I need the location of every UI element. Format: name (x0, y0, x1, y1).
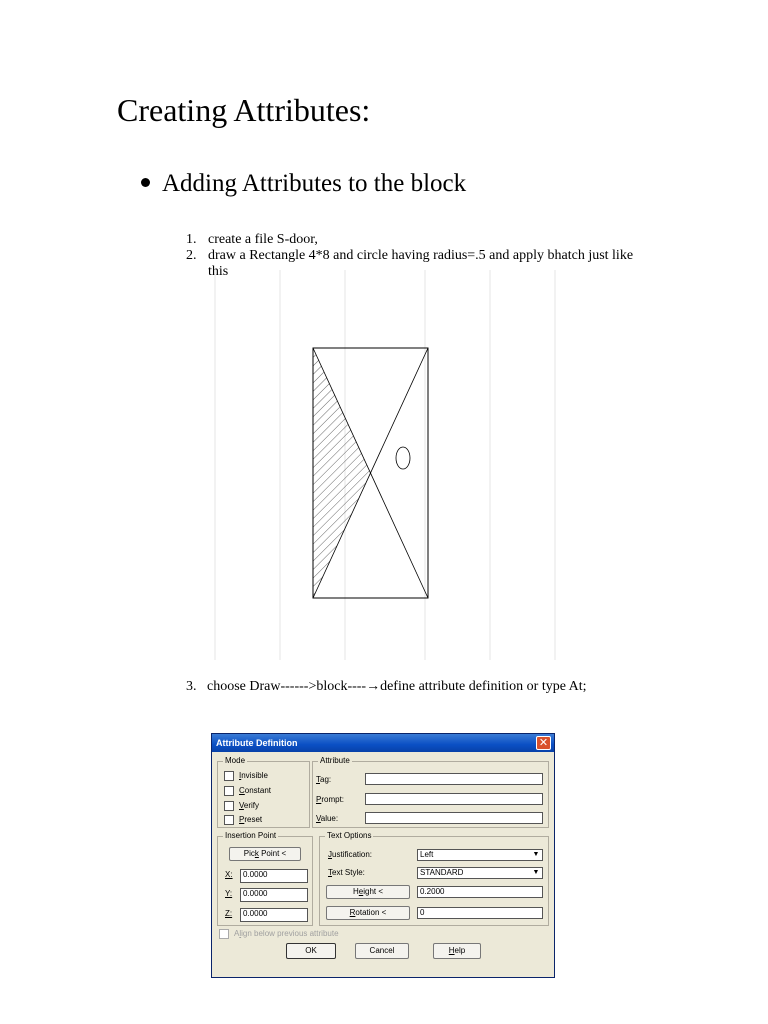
access-key: T (316, 775, 320, 784)
label-text: ustification: (332, 850, 373, 859)
access-key: C (239, 786, 245, 795)
access-key: l (239, 929, 242, 938)
height-input[interactable]: 0.2000 (417, 886, 543, 898)
list-number: 3. (186, 679, 197, 694)
list-text: draw a Rectangle 4*8 and circle having radius=.5 and apply bhatch just like this (208, 248, 634, 279)
dialog-title-bar[interactable] (212, 734, 554, 752)
rotation-button[interactable] (326, 906, 410, 920)
value-label (316, 813, 338, 825)
checkbox[interactable] (224, 801, 234, 811)
z-label: Z: (225, 909, 233, 918)
justification-select[interactable] (417, 849, 543, 861)
access-key: T (328, 868, 332, 877)
pick-point-button[interactable] (229, 847, 301, 861)
list-item (186, 232, 646, 248)
help-button[interactable] (433, 943, 481, 959)
ok-button[interactable]: OK (286, 943, 336, 959)
list-text: choose Draw------>block----→define attribute definition or type At; (207, 679, 587, 694)
chevron-down-icon[interactable]: ▼ (532, 869, 540, 876)
grid-lines (215, 270, 555, 660)
attribute-definition-dialog (211, 733, 555, 978)
x-label: X: (225, 870, 233, 879)
access-key: P (239, 815, 245, 824)
list-item (186, 679, 587, 695)
section-heading (141, 170, 466, 198)
access-key: R (349, 908, 356, 917)
attribute-group (312, 756, 549, 828)
select-value: Left (420, 850, 434, 859)
justification-label (328, 849, 372, 861)
close-icon: ✕ (538, 737, 549, 749)
access-key: H (448, 946, 455, 955)
checkbox-label: nvisible (241, 771, 268, 780)
value-input[interactable] (365, 812, 543, 824)
prompt-label (316, 794, 344, 806)
mode-group-label: Mode (225, 756, 246, 765)
access-key: e (358, 887, 364, 896)
mode-group (217, 756, 310, 828)
checkbox-label: ign below previous attribute (241, 929, 339, 938)
checkbox[interactable] (224, 815, 234, 825)
insertion-point-group-label: Insertion Point (225, 831, 277, 840)
checkbox-verify[interactable] (224, 800, 259, 812)
hatch-area (313, 348, 370, 598)
button-label: Pic (243, 849, 255, 858)
text-options-group-label: Text Options (327, 831, 372, 840)
x-input[interactable]: 0.0000 (240, 869, 308, 883)
insertion-point-group (217, 831, 313, 926)
door-drawing (205, 270, 565, 660)
access-key: J (328, 850, 332, 859)
tag-label (316, 774, 331, 786)
label-text: ag: (320, 775, 332, 784)
access-key: P (316, 795, 322, 804)
button-label: otation < (355, 908, 387, 917)
z-input[interactable]: 0.0000 (240, 908, 308, 922)
section-heading-text: Adding Attributes to the block (162, 170, 467, 197)
access-key: I (239, 771, 242, 780)
page-title: Creating Attributes: (117, 92, 371, 128)
checkbox-constant[interactable] (224, 785, 271, 797)
checkbox-label: erify (243, 801, 260, 810)
chevron-down-icon[interactable]: ▼ (532, 851, 540, 858)
height-button[interactable] (326, 885, 410, 899)
dialog-title: Attribute Definition (216, 738, 298, 748)
attribute-group-label: Attribute (320, 756, 350, 765)
y-label: Y: (225, 889, 233, 898)
text-style-label (328, 867, 365, 879)
access-key: k (254, 849, 259, 858)
button-label: ight < (363, 887, 384, 896)
label-text: rompt: (321, 795, 345, 804)
access-key: V (239, 801, 244, 810)
prompt-input[interactable] (365, 793, 543, 805)
access-key: V (316, 814, 321, 823)
list-number: 1. (186, 232, 197, 247)
button-label: Point < (258, 849, 287, 858)
checkbox-align-below[interactable] (219, 928, 339, 940)
select-value: STANDARD (420, 868, 464, 877)
checkbox[interactable] (219, 929, 229, 939)
list-text: create a file S-door, (208, 232, 318, 247)
checkbox-label: onstant (244, 786, 272, 795)
close-button[interactable] (536, 736, 551, 750)
button-label: elp (454, 946, 466, 955)
label-text: alue: (320, 814, 339, 823)
bullet-icon (141, 178, 150, 187)
y-input[interactable]: 0.0000 (240, 888, 308, 902)
text-options-group (319, 831, 549, 926)
tag-input[interactable] (365, 773, 543, 785)
checkbox[interactable] (224, 786, 234, 796)
text-style-select[interactable] (417, 867, 543, 879)
checkbox-preset[interactable] (224, 814, 262, 826)
checkbox-label: reset (244, 815, 263, 824)
list-number: 2. (186, 248, 197, 263)
button-label: H (352, 887, 359, 896)
cancel-button[interactable]: Cancel (355, 943, 409, 959)
rotation-input[interactable]: 0 (417, 907, 543, 919)
checkbox-invisible[interactable] (224, 770, 268, 782)
checkbox-label: A (234, 929, 240, 938)
checkbox[interactable] (224, 771, 234, 781)
circle-shape (396, 447, 410, 469)
label-text: ext Style: (332, 868, 365, 877)
